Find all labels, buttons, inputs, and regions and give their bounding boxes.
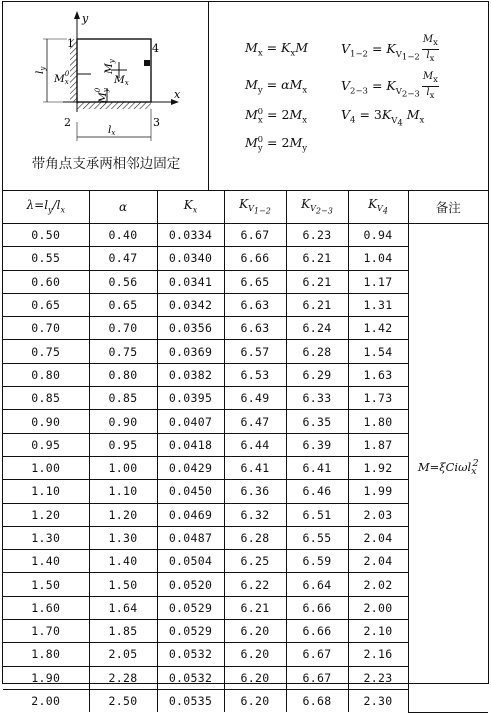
formula-my0: $M_y^0 = 2M_y$ [245, 135, 308, 154]
cell-kx: 0.0429 [157, 456, 224, 479]
cell-alpha: 0.47 [89, 247, 157, 270]
cell-kv12: 6.28 [224, 526, 286, 549]
cell-kx: 0.0407 [157, 410, 224, 433]
cell-alpha: 0.95 [89, 433, 157, 456]
fixed-edge-bottom-hatch [77, 102, 151, 109]
cell-kv4: 2.00 [348, 596, 408, 619]
cell-kv23: 6.59 [286, 550, 348, 573]
cell-lambda: 1.60 [3, 596, 89, 619]
cell-lambda: 0.80 [3, 363, 89, 386]
cell-alpha: 0.40 [89, 224, 157, 247]
formula-my: $M_y = \alpha M_x$ [245, 77, 308, 96]
cell-kx: 0.0369 [157, 340, 224, 363]
cell-kv23: 6.21 [286, 270, 348, 293]
cell-alpha: 0.70 [89, 317, 157, 340]
cell-kv23: 6.64 [286, 573, 348, 596]
cell-kv12: 6.47 [224, 410, 286, 433]
cell-kv23: 6.33 [286, 387, 348, 410]
cell-kv4: 1.31 [348, 293, 408, 316]
cell-kv12: 6.63 [224, 317, 286, 340]
cell-kv4: 2.10 [348, 620, 408, 643]
cell-kx: 0.0356 [157, 317, 224, 340]
cell-kv12: 6.20 [224, 620, 286, 643]
cell-alpha: 0.75 [89, 340, 157, 363]
cell-kv4: 1.04 [348, 247, 408, 270]
cell-kv23: 6.55 [286, 526, 348, 549]
cell-lambda: 2.00 [3, 689, 89, 712]
cell-kx: 0.0340 [157, 247, 224, 270]
cell-lambda: 1.90 [3, 666, 89, 689]
cell-kv23: 6.24 [286, 317, 348, 340]
cell-kv4: 1.42 [348, 317, 408, 340]
corner-label-1: 1 [67, 37, 74, 50]
remarks-cell: M=ξCiωl$_x^2$ [408, 224, 488, 713]
cell-kv23: 6.21 [286, 247, 348, 270]
cell-kv4: 2.04 [348, 550, 408, 573]
cell-lambda: 0.60 [3, 270, 89, 293]
cell-alpha: 1.40 [89, 550, 157, 573]
cell-alpha: 1.30 [89, 526, 157, 549]
cell-lambda: 1.30 [3, 526, 89, 549]
cell-kx: 0.0529 [157, 596, 224, 619]
formula-v4: $V_4 = 3K_{V_4}$ $M_x$ [341, 107, 425, 129]
label-my-center: My [103, 59, 116, 74]
cell-kv23: 6.29 [286, 363, 348, 386]
cell-kv12: 6.36 [224, 480, 286, 503]
col-header-lambda: $\lambda=l_y/l_x$ [3, 190, 89, 224]
fraction-mx-lx: $\frac{M_x}{l_x}$ [422, 34, 438, 64]
formula-v12: $V_{1-2} = K_{V_{1-2}}$ $\frac{M_x}{l_x}$ [341, 34, 438, 64]
cell-kx: 0.0334 [157, 224, 224, 247]
cell-kx: 0.0520 [157, 573, 224, 596]
cell-alpha: 1.85 [89, 620, 157, 643]
cell-kv23: 6.28 [286, 340, 348, 363]
plate-diagram [3, 2, 209, 152]
table-row [3, 224, 488, 247]
cell-kv4: 1.17 [348, 270, 408, 293]
label-my0: My0 [94, 87, 110, 103]
cell-kv23: 6.21 [286, 293, 348, 316]
cell-lambda: 1.40 [3, 550, 89, 573]
cell-kx: 0.0504 [157, 550, 224, 573]
diagram-caption: 带角点支承两相邻边固定 [31, 156, 181, 172]
cell-kv4: 1.80 [348, 410, 408, 433]
cell-kv23: 6.46 [286, 480, 348, 503]
coefficient-table [3, 190, 488, 713]
label-lx: lx [108, 124, 116, 137]
table-header-row [3, 190, 488, 224]
cell-kv12: 6.66 [224, 247, 286, 270]
cell-kx: 0.0395 [157, 387, 224, 410]
cell-lambda: 1.00 [3, 456, 89, 479]
sheet-header [3, 2, 488, 191]
cell-alpha: 0.56 [89, 270, 157, 293]
cell-alpha: 1.10 [89, 480, 157, 503]
cell-alpha: 1.64 [89, 596, 157, 619]
label-ly: ly [34, 66, 47, 74]
cell-kx: 0.0450 [157, 480, 224, 503]
cell-kv4: 1.54 [348, 340, 408, 363]
cell-kv23: 6.67 [286, 643, 348, 666]
cell-kv12: 6.63 [224, 293, 286, 316]
cell-kx: 0.0469 [157, 503, 224, 526]
cell-kv23: 6.67 [286, 666, 348, 689]
cell-kv23: 6.23 [286, 224, 348, 247]
cell-kv23: 6.66 [286, 620, 348, 643]
cell-kv4: 2.30 [348, 689, 408, 712]
cell-kv12: 6.41 [224, 456, 286, 479]
cell-lambda: 0.70 [3, 317, 89, 340]
label-mx-center: Mx [114, 74, 129, 87]
cell-kv12: 6.49 [224, 387, 286, 410]
cell-kx: 0.0342 [157, 293, 224, 316]
cell-alpha: 0.65 [89, 293, 157, 316]
cell-kv4: 2.02 [348, 573, 408, 596]
axis-label-y: y [82, 12, 89, 25]
col-header-kx: $K_x$ [157, 190, 224, 224]
cell-kv12: 6.25 [224, 550, 286, 573]
cell-kv12: 6.32 [224, 503, 286, 526]
cell-kv12: 6.57 [224, 340, 286, 363]
cell-kv4: 2.03 [348, 503, 408, 526]
cell-kv12: 6.22 [224, 573, 286, 596]
cell-lambda: 1.70 [3, 620, 89, 643]
cell-lambda: 1.10 [3, 480, 89, 503]
cell-alpha: 2.50 [89, 689, 157, 712]
coefficient-sheet [2, 1, 489, 709]
formula-v23: $V_{2-3} = K_{V_{2-3}}$ $\frac{M_x}{l_x}$ [341, 71, 438, 101]
cell-kv12: 6.20 [224, 643, 286, 666]
cell-lambda: 0.65 [3, 293, 89, 316]
cell-alpha: 0.85 [89, 387, 157, 410]
cell-alpha: 0.80 [89, 363, 157, 386]
cell-alpha: 2.05 [89, 643, 157, 666]
cell-kv12: 6.20 [224, 666, 286, 689]
cell-alpha: 2.28 [89, 666, 157, 689]
cell-kv23: 6.51 [286, 503, 348, 526]
cell-kx: 0.0418 [157, 433, 224, 456]
cell-lambda: 1.80 [3, 643, 89, 666]
cell-alpha: 1.20 [89, 503, 157, 526]
cell-kx: 0.0341 [157, 270, 224, 293]
cell-lambda: 0.55 [3, 247, 89, 270]
cell-kv4: 0.94 [348, 224, 408, 247]
cell-kv4: 2.04 [348, 526, 408, 549]
cell-kv12: 6.44 [224, 433, 286, 456]
fraction-mx-lx-2: $\frac{M_x}{l_x}$ [422, 71, 438, 101]
cell-kx: 0.0532 [157, 643, 224, 666]
corner-label-2: 2 [64, 116, 71, 129]
cell-alpha: 1.00 [89, 456, 157, 479]
cell-kv4: 1.92 [348, 456, 408, 479]
col-header-kv4: $K_{V_4}$ [348, 190, 408, 224]
cell-lambda: 0.50 [3, 224, 89, 247]
col-header-kv12: $K_{V_{1-2}}$ [224, 190, 286, 224]
col-header-remarks: 备注 [408, 190, 488, 224]
cell-kv23: 6.41 [286, 456, 348, 479]
cell-kv4: 1.73 [348, 387, 408, 410]
table-body [3, 224, 488, 713]
formula-panel [209, 2, 488, 190]
col-header-alpha: α [89, 190, 157, 224]
cell-lambda: 1.50 [3, 573, 89, 596]
cell-kv12: 6.65 [224, 270, 286, 293]
cell-lambda: 0.85 [3, 387, 89, 410]
cell-kv12: 6.67 [224, 224, 286, 247]
formula-mx0: $M_x^0 = 2M_x$ [245, 107, 308, 126]
cell-kv4: 1.87 [348, 433, 408, 456]
cell-kv4: 2.23 [348, 666, 408, 689]
cell-kv4: 2.16 [348, 643, 408, 666]
cell-alpha: 0.90 [89, 410, 157, 433]
y-arrow-icon [74, 11, 80, 19]
cell-kv4: 1.99 [348, 480, 408, 503]
cell-kv23: 6.66 [286, 596, 348, 619]
corner-label-3: 3 [153, 116, 160, 129]
cell-kv4: 1.63 [348, 363, 408, 386]
cell-alpha: 1.50 [89, 573, 157, 596]
formula-mx: $M_x = K_xM$ [245, 40, 308, 59]
cell-kv23: 6.68 [286, 689, 348, 712]
plate-diagram-panel [3, 2, 209, 190]
cell-lambda: 1.20 [3, 503, 89, 526]
cell-kx: 0.0535 [157, 689, 224, 712]
axis-label-x: x [174, 88, 181, 101]
cell-lambda: 0.75 [3, 340, 89, 363]
cell-kx: 0.0382 [157, 363, 224, 386]
cell-kx: 0.0529 [157, 620, 224, 643]
cell-lambda: 0.95 [3, 433, 89, 456]
cell-kx: 0.0532 [157, 666, 224, 689]
label-mx0: Mx0 [54, 70, 70, 86]
corner-support-icon [144, 60, 150, 66]
cell-kv23: 6.35 [286, 410, 348, 433]
cell-kv12: 6.20 [224, 689, 286, 712]
cell-kv12: 6.53 [224, 363, 286, 386]
cell-kv23: 6.39 [286, 433, 348, 456]
cell-lambda: 0.90 [3, 410, 89, 433]
cell-kx: 0.0487 [157, 526, 224, 549]
cell-kv12: 6.21 [224, 596, 286, 619]
corner-label-4: 4 [152, 42, 159, 55]
col-header-kv23: $K_{V_{2-3}}$ [286, 190, 348, 224]
